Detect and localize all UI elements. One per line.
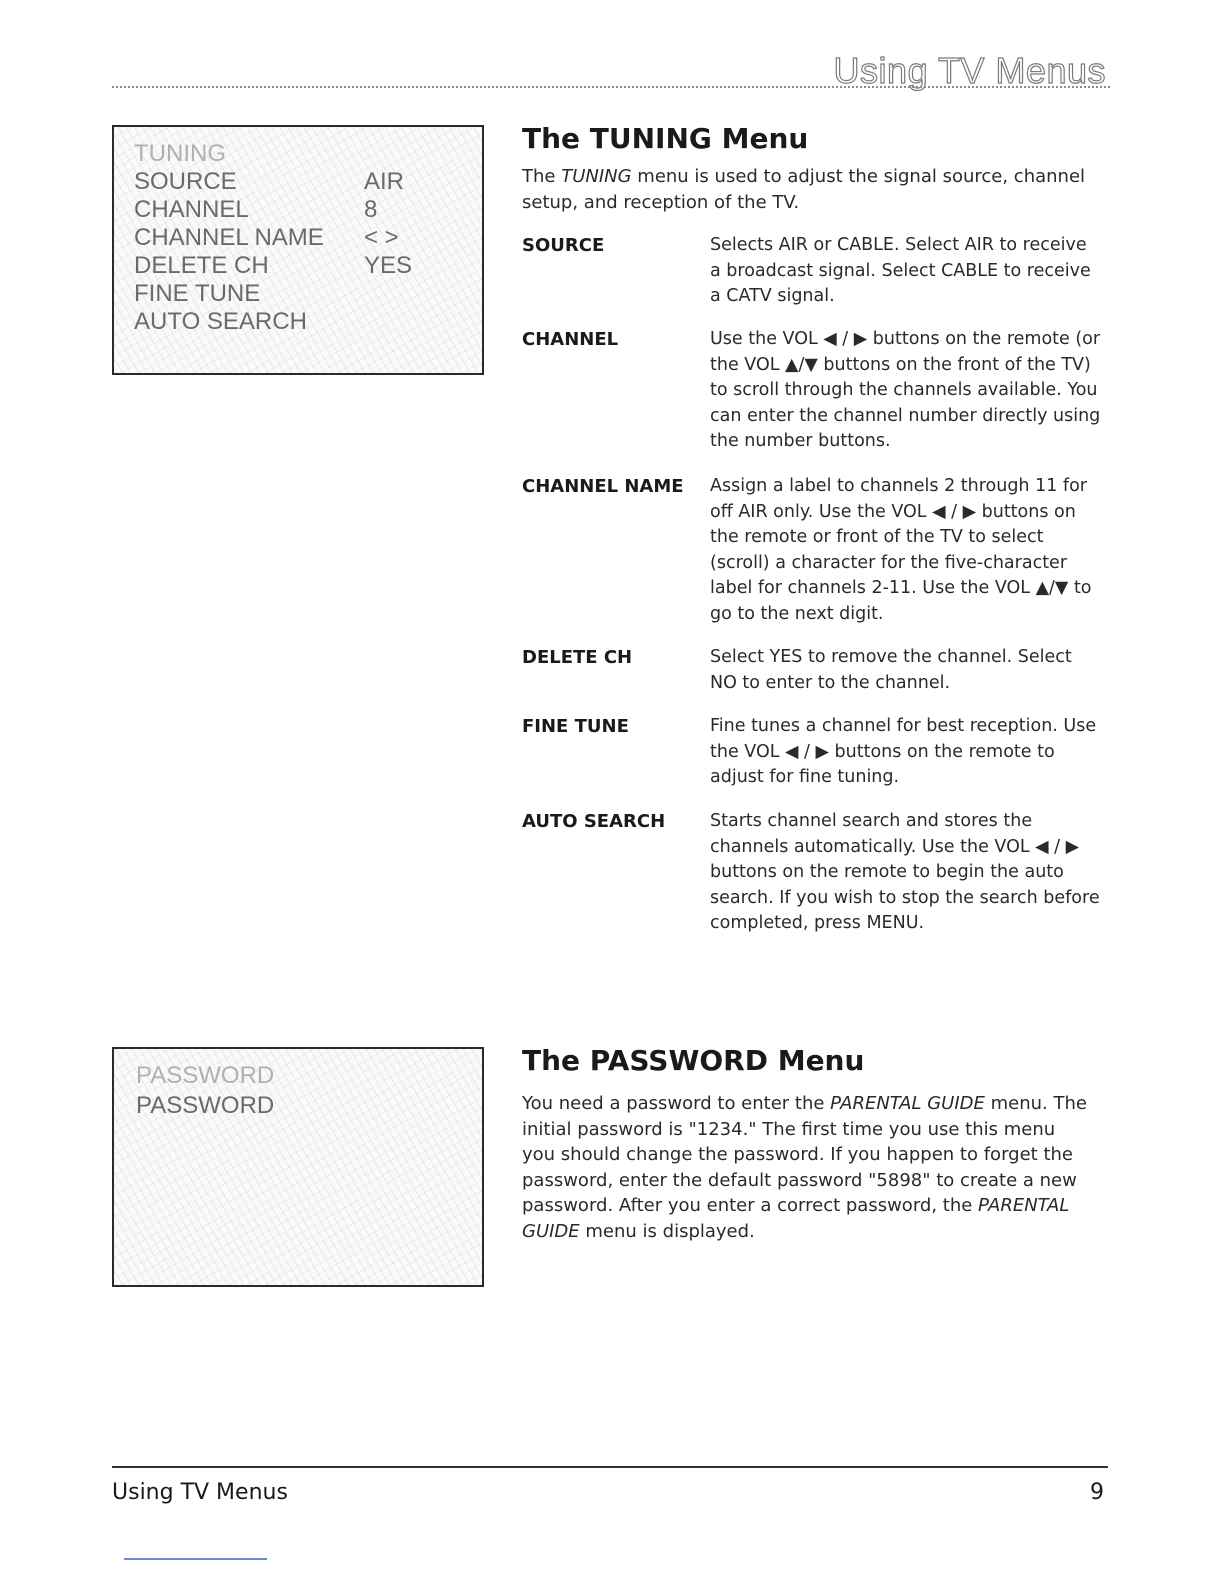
tuning-screen-row-label: CHANNEL — [134, 196, 249, 223]
term-auto-search: AUTO SEARCH — [522, 811, 666, 832]
term-fine-tune: FINE TUNE — [522, 716, 629, 737]
intro-text: The — [522, 166, 562, 187]
term-channel: CHANNEL — [522, 329, 619, 350]
password-paragraph — [522, 1091, 1092, 1244]
password-menu-name: PARENTAL GUIDE — [522, 1195, 1070, 1242]
password-section-heading: The PASSWORD Menu — [522, 1044, 865, 1077]
page-header-title: Using TV Menus — [833, 50, 1106, 91]
password-text: You need a password to enter the — [522, 1093, 831, 1114]
tuning-menu-screen — [112, 125, 484, 375]
desc-fine-tune: Fine tunes a channel for best reception. Use the VOL ◀ / ▶ buttons on the remote to adjust for fine tuning. — [710, 716, 1097, 787]
password-screen-row: PASSWORD — [136, 1092, 275, 1119]
term-channel-name: CHANNEL NAME — [522, 476, 684, 497]
tuning-screen-row-value: YES — [364, 252, 413, 279]
tuning-section-heading: The TUNING Menu — [522, 122, 809, 155]
tuning-intro — [522, 164, 1092, 215]
blue-underline-mark — [124, 1558, 267, 1560]
term-source: SOURCE — [522, 235, 605, 256]
tuning-screen-title: TUNING — [134, 140, 226, 167]
tuning-screen-row-value: AIR — [364, 168, 405, 195]
password-menu-name: PARENTAL GUIDE — [830, 1093, 985, 1114]
desc-auto-search: Starts channel search and stores the channels automatically. Use the VOL ◀ / ▶ buttons on the remote to begin the auto search. If you wish to stop the search before completed, press MENU. — [710, 811, 1100, 933]
password-screen-title: PASSWORD — [136, 1062, 275, 1089]
desc-delete-ch: Select YES to remove the channel. Select NO to enter to the channel. — [710, 647, 1072, 693]
tuning-screen-row-label: SOURCE — [134, 168, 237, 195]
desc-channel: Use the VOL ◀ / ▶ buttons on the remote (or the VOL ▲/▼ buttons on the front of the TV) to scroll through the channels available. You can enter the channel number directly using the number buttons. — [710, 329, 1101, 451]
desc-source: Selects AIR or CABLE. Select AIR to receive a broadcast signal. Select CABLE to receive a CATV signal. — [710, 235, 1091, 306]
tuning-screen-row-label: CHANNEL NAME — [134, 224, 324, 251]
intro-text: menu is used to adjust the signal source, channel setup, and reception of the TV. — [522, 166, 1086, 213]
desc-channel-name: Assign a label to channels 2 through 11 for off AIR only. Use the VOL ◀ / ▶ buttons on the remote or front of the TV to select (scroll) a character for the five-character label for channels 2-11. Use the VOL ▲/▼ to go to the next digit. — [710, 476, 1092, 624]
password-menu-screen — [112, 1047, 484, 1287]
tuning-screen-row-label: FINE TUNE — [134, 280, 261, 307]
tuning-screen-row-label: DELETE CH — [134, 252, 269, 279]
tuning-screen-row-label: AUTO SEARCH — [134, 308, 307, 335]
tuning-screen-row-value: 8 — [364, 196, 378, 223]
term-delete-ch: DELETE CH — [522, 647, 633, 668]
password-text: menu is displayed. — [579, 1220, 755, 1242]
header-rule — [112, 86, 1110, 88]
page-number: 9 — [1090, 1480, 1104, 1505]
footer-rule — [112, 1466, 1108, 1468]
intro-menu-name: TUNING — [561, 166, 632, 187]
footer-section-title: Using TV Menus — [112, 1480, 288, 1505]
tuning-screen-row-value: < > — [364, 224, 399, 251]
password-text: menu. The initial password is "1234." The first time you use this menu you should change the password. If you happen to forget the password, enter the default password "5898" to create a new password. After you enter a correct password, the — [522, 1093, 1087, 1216]
